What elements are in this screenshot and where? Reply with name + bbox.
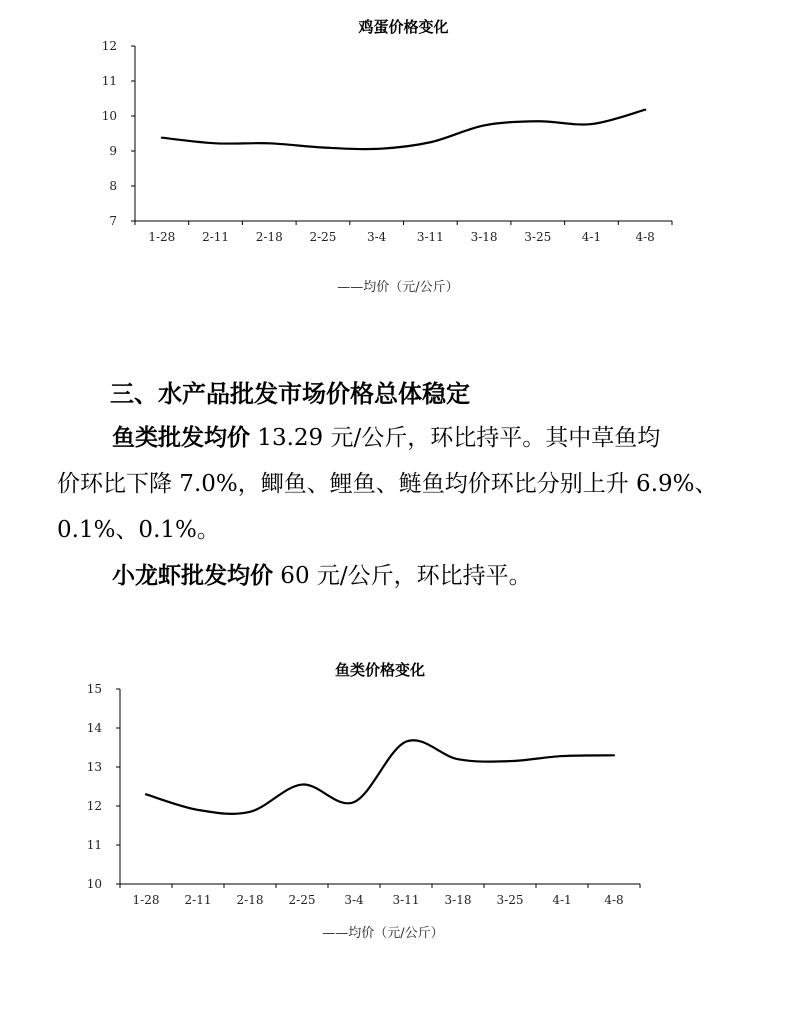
chart-title: 鸡蛋价格变化: [358, 18, 449, 36]
x-tick-label: 2-11: [184, 893, 212, 907]
chart-title: 鱼类价格变化: [334, 661, 426, 679]
y-tick-label: 10: [101, 109, 117, 123]
y-tick-label: 7: [109, 214, 117, 228]
series-line: [146, 740, 614, 814]
x-tick-label: 2-18: [236, 893, 264, 907]
x-tick-label: 1-28: [148, 230, 176, 244]
x-tick-label: 2-11: [202, 230, 230, 244]
series-line: [162, 110, 645, 149]
x-tick-label: 4-8: [604, 893, 624, 907]
y-tick-label: 12: [101, 39, 117, 53]
x-tick-label: 3-11: [392, 893, 420, 907]
y-tick-label: 8: [109, 179, 117, 193]
x-tick-label: 3-18: [470, 230, 498, 244]
x-tick-label: 3-4: [366, 230, 387, 244]
x-tick-label: 1-28: [132, 893, 160, 907]
y-tick-label: 12: [86, 799, 102, 813]
x-tick-label: 3-11: [416, 230, 444, 244]
section-heading: 三、水产品批发市场价格总体稳定: [110, 380, 470, 408]
crayfish-para: [112, 553, 532, 599]
y-tick-label: 13: [86, 760, 102, 774]
egg-price-chart: [0, 0, 798, 310]
y-tick-label: 9: [109, 144, 117, 158]
y-tick-label: 15: [86, 682, 102, 696]
fish-para-line-3: 0.1%、0.1%。: [57, 517, 220, 543]
y-tick-label: 10: [86, 877, 102, 891]
chart-legend: ——均价（元/公斤）: [337, 280, 459, 295]
x-tick-label: 2-25: [309, 230, 337, 244]
crayfish-para-text: 60 元/公斤，环比持平。: [273, 563, 532, 589]
x-tick-label: 3-25: [496, 893, 524, 907]
fish-para-line-2: 价环比下降 7.0%，鲫鱼、鲤鱼、鲢鱼均价环比分别上升 6.9%、: [57, 471, 718, 497]
x-tick-label: 3-4: [344, 893, 364, 907]
x-tick-label: 2-25: [288, 893, 316, 907]
chart-legend: ——均价（元/公斤）: [322, 926, 444, 941]
y-tick-label: 11: [101, 74, 117, 88]
fish-price-chart: [0, 640, 798, 960]
fish-para-line-1-text: 13.29 元/公斤，环比持平。其中草鱼均: [250, 425, 661, 451]
x-tick-label: 4-8: [635, 230, 655, 244]
x-tick-label: 3-18: [444, 893, 472, 907]
fish-price-chart-svg: [0, 640, 798, 960]
crayfish-para-lead: 小龙虾批发均价: [112, 563, 273, 589]
x-tick-label: 4-1: [581, 230, 602, 244]
x-tick-label: 3-25: [524, 230, 552, 244]
fish-para-lead: 鱼类批发均价: [112, 425, 250, 451]
y-tick-label: 11: [86, 838, 102, 852]
y-tick-label: 14: [86, 721, 102, 735]
x-tick-label: 4-1: [552, 893, 572, 907]
egg-price-chart-svg: [0, 0, 798, 310]
x-tick-label: 2-18: [255, 230, 283, 244]
fish-para-line-1: [112, 415, 660, 461]
